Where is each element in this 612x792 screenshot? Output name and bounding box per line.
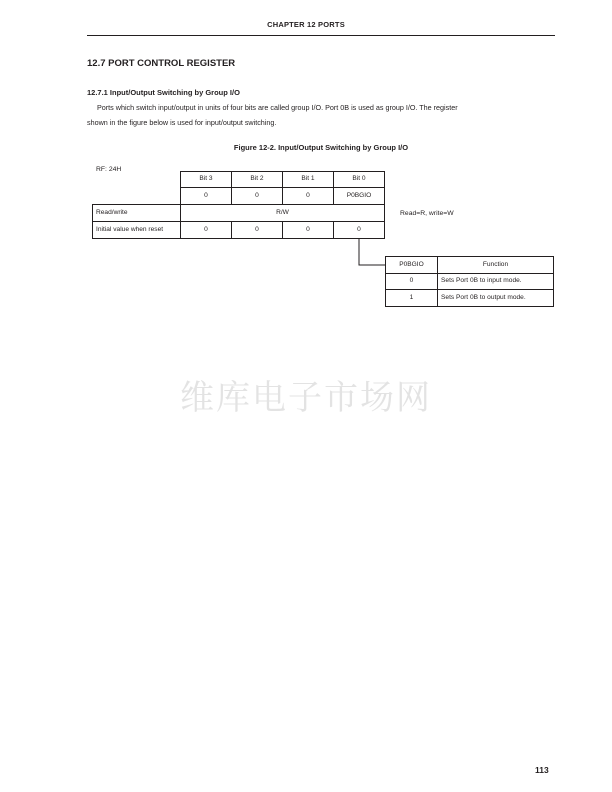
function-table-row-0-desc: Sets Port 0B to input mode. — [437, 273, 554, 290]
read-write-note: Read=R, write=W — [400, 210, 454, 217]
function-table-row-1-desc: Sets Port 0B to output mode. — [437, 289, 554, 307]
section-title: 12.7 PORT CONTROL REGISTER — [87, 58, 236, 69]
watermark: 维库电子市场网 — [180, 378, 432, 418]
bit-value-2: 0 — [231, 187, 283, 205]
register-address-label: RF: 24H — [96, 166, 122, 173]
initial-value-0: 0 — [333, 221, 385, 239]
bit-header-3: Bit 3 — [180, 171, 232, 188]
read-write-label: Read/write — [92, 204, 181, 222]
read-write-value: R/W — [180, 204, 385, 222]
paragraph-line-2: shown in the figure below is used for input/output switching. — [87, 118, 277, 127]
initial-value-2: 0 — [231, 221, 283, 239]
function-table-row-0-value: 0 — [385, 273, 438, 290]
chapter-header: CHAPTER 12 PORTS — [267, 20, 345, 29]
bit-value-3: 0 — [180, 187, 232, 205]
subsection-title: 12.7.1 Input/Output Switching by Group I/O — [87, 88, 240, 97]
figure-caption: Figure 12-2. Input/Output Switching by Group I/O — [233, 143, 409, 152]
initial-value-1: 0 — [282, 221, 334, 239]
bit-header-0: Bit 0 — [333, 171, 385, 188]
function-table-row-1-value: 1 — [385, 289, 438, 307]
function-table-header-function: Function — [437, 256, 554, 274]
bit-value-1: 0 — [282, 187, 334, 205]
initial-value-label: Initial value when reset — [92, 221, 181, 239]
initial-value-3: 0 — [180, 221, 232, 239]
paragraph-line-1: Ports which switch input/output in units of four bits are called group I/O. Port 0B is used as group I/O. The register — [97, 103, 458, 112]
page-number: 113 — [535, 765, 549, 775]
bit-value-0: P0BGIO — [333, 187, 385, 205]
function-table-header-bit: P0BGIO — [385, 256, 438, 274]
bit-header-1: Bit 1 — [282, 171, 334, 188]
bit-header-2: Bit 2 — [231, 171, 283, 188]
